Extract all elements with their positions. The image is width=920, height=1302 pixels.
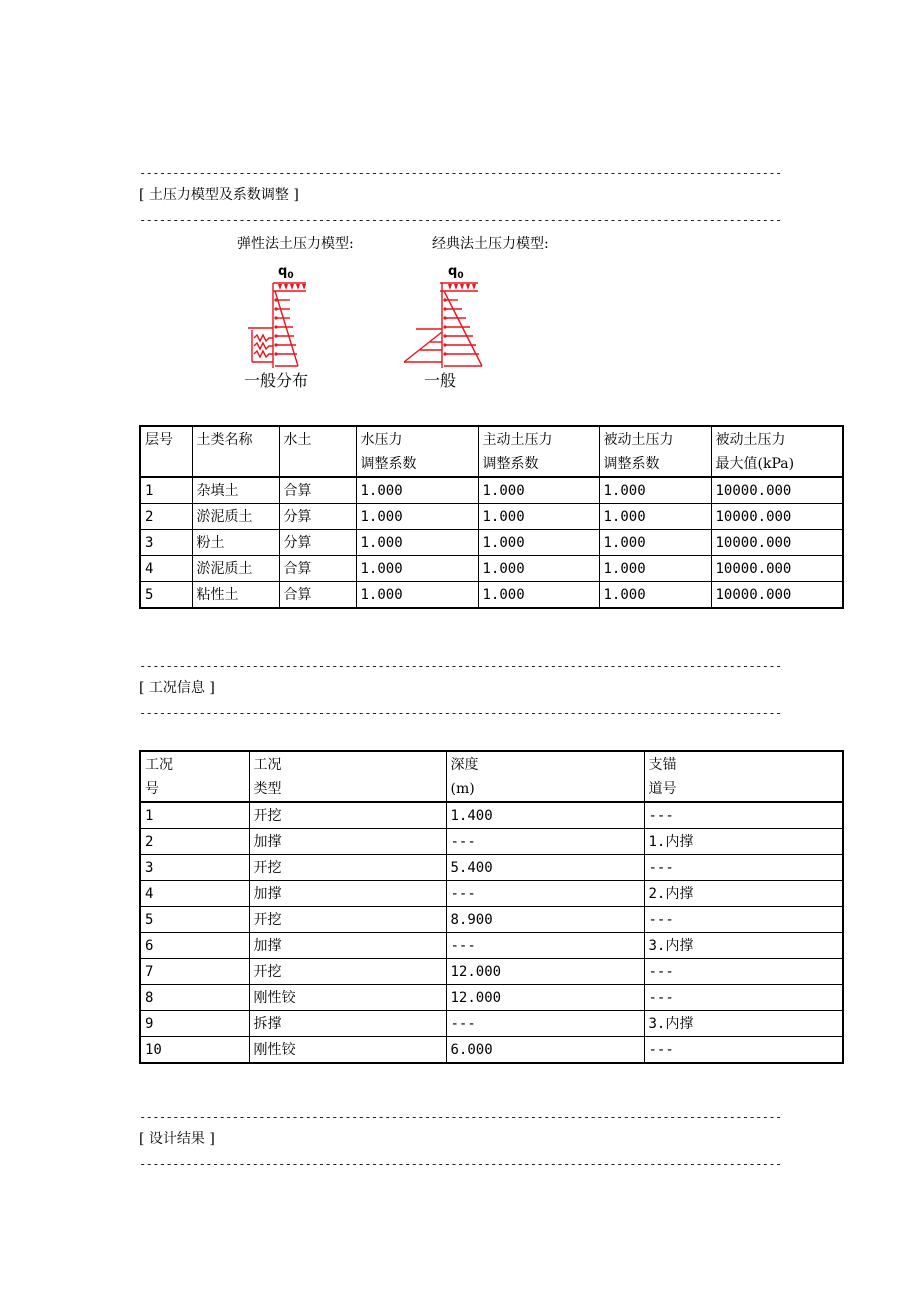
stage-table-header-cell	[140, 751, 249, 802]
stage-table	[139, 750, 844, 1064]
soil-table-cell: 4	[140, 556, 192, 582]
soil-table-row	[140, 556, 843, 582]
elastic-q-symbol: $q_0$	[278, 264, 294, 281]
soil-table-cell: 分算	[279, 504, 356, 530]
soil-table-header-text: 土类名称	[196, 432, 253, 448]
stage-table-cell: 12.000	[446, 985, 644, 1011]
stage-table-cell: 10	[140, 1037, 249, 1064]
soil-table-row	[140, 530, 843, 556]
stage-table-cell: 2	[140, 829, 249, 855]
stage-table-cell: ---	[644, 907, 843, 933]
soil-pressure-table	[139, 425, 844, 609]
soil-table-cell: 10000.000	[711, 530, 843, 556]
stage-table-cell: ---	[446, 881, 644, 907]
classic-caption: 一般	[424, 371, 457, 390]
stage-table-cell: ---	[446, 933, 644, 959]
stage-table-cell: ---	[644, 985, 843, 1011]
soil-table-cell: 1.000	[356, 530, 478, 556]
stage-table-cell: 5	[140, 907, 249, 933]
stage-table-cell: 8.900	[446, 907, 644, 933]
stage-table-cell: 8	[140, 985, 249, 1011]
soil-table-header-text: 调整系数	[482, 456, 539, 472]
soil-table-header-text: 被动土压力	[603, 432, 674, 448]
stage-table-cell: 3.内撑	[644, 1011, 843, 1037]
stage-table-header-text: 支锚	[648, 757, 677, 773]
soil-table-cell: 10000.000	[711, 477, 843, 504]
stage-table-body	[140, 802, 843, 1063]
soil-table-cell: 1.000	[599, 556, 711, 582]
soil-table-cell: 淤泥质土	[192, 556, 279, 582]
soil-table-cell: 1.000	[478, 556, 599, 582]
stage-table-row	[140, 933, 843, 959]
soil-table-cell: 杂填土	[192, 477, 279, 504]
soil-table-cell: 1.000	[478, 477, 599, 504]
elastic-model-label: 弹性法土压力模型:	[237, 236, 354, 252]
soil-table-cell: 1.000	[356, 582, 478, 609]
stage-table-row	[140, 855, 843, 881]
soil-table-cell: 2	[140, 504, 192, 530]
section-heading-results: [ 设计结果 ]	[139, 1131, 215, 1147]
soil-table-cell: 1.000	[478, 530, 599, 556]
soil-table-header-text: 层号	[145, 432, 173, 448]
soil-table-cell: 1.000	[599, 582, 711, 609]
stage-table-cell: 1.内撑	[644, 829, 843, 855]
classic-pressure-lines	[404, 283, 482, 368]
soil-table-cell: 1.000	[599, 477, 711, 504]
soil-table-header-cell	[711, 426, 843, 477]
divider-bottom-soil: -------------------------------------------------------------------------------------------------	[139, 213, 782, 227]
stage-table-cell: 拆撑	[249, 1011, 446, 1037]
stage-table-row	[140, 802, 843, 829]
soil-table-cell: 粘性土	[192, 582, 279, 609]
divider-top-stages: -------------------------------------------------------------------------------------------------	[139, 659, 782, 673]
soil-table-cell: 3	[140, 530, 192, 556]
soil-table-row	[140, 504, 843, 530]
stage-table-cell: ---	[644, 855, 843, 881]
soil-table-row	[140, 477, 843, 504]
soil-table-cell: 粉土	[192, 530, 279, 556]
stage-table-cell: 刚性铰	[249, 1037, 446, 1064]
stage-table-cell: 2.内撑	[644, 881, 843, 907]
stage-table-row	[140, 907, 843, 933]
stage-table-cell: 12.000	[446, 959, 644, 985]
stage-table-cell: ---	[446, 829, 644, 855]
stage-table-cell: 6	[140, 933, 249, 959]
soil-table-header-text: 水压力	[360, 432, 403, 448]
stage-table-cell: 3.内撑	[644, 933, 843, 959]
stage-table-header-row	[140, 751, 843, 802]
stage-table-row	[140, 881, 843, 907]
stage-table-header-cell	[446, 751, 644, 802]
elastic-pressure-lines	[248, 283, 306, 368]
divider-top-results: -------------------------------------------------------------------------------------------------	[139, 1110, 782, 1124]
soil-table-cell: 1.000	[599, 504, 711, 530]
stage-table-row	[140, 1037, 843, 1064]
stage-table-cell: 刚性铰	[249, 985, 446, 1011]
stage-table-header-text: 道号	[648, 781, 677, 797]
divider-top-soil: -------------------------------------------------------------------------------------------------	[139, 166, 782, 180]
soil-table-header-text: 水土	[283, 432, 312, 448]
soil-table-header-row	[140, 426, 843, 477]
classic-model-figure	[400, 258, 500, 393]
stage-table-cell: 开挖	[249, 855, 446, 881]
stage-table-cell: 7	[140, 959, 249, 985]
stage-table-cell: 3	[140, 855, 249, 881]
soil-table-header-cell	[599, 426, 711, 477]
stage-table-row	[140, 959, 843, 985]
soil-table-cell: 10000.000	[711, 556, 843, 582]
soil-table-header-text: 调整系数	[360, 456, 417, 472]
soil-table-cell: 1.000	[599, 530, 711, 556]
soil-table-header-text: 主动土压力	[482, 432, 553, 448]
elastic-model-figure	[238, 258, 338, 393]
stage-table-cell: 加撑	[249, 933, 446, 959]
stage-table-cell: 开挖	[249, 959, 446, 985]
soil-table-cell: 1.000	[356, 477, 478, 504]
soil-table-cell: 10000.000	[711, 504, 843, 530]
soil-table-header-cell	[140, 426, 192, 477]
stage-table-row	[140, 829, 843, 855]
soil-table-cell: 5	[140, 582, 192, 609]
soil-table-cell: 合算	[279, 582, 356, 609]
soil-table-cell: 分算	[279, 530, 356, 556]
classic-model-label: 经典法土压力模型:	[432, 236, 549, 252]
elastic-caption: 一般分布	[244, 371, 309, 390]
divider-bottom-stages: -------------------------------------------------------------------------------------------------	[139, 706, 782, 720]
stage-table-cell: 开挖	[249, 802, 446, 829]
classic-model-diagram	[400, 258, 500, 397]
soil-table-header-cell	[192, 426, 279, 477]
soil-table-header-cell	[356, 426, 478, 477]
stage-table-cell: 加撑	[249, 881, 446, 907]
stage-table-cell: 5.400	[446, 855, 644, 881]
stage-table-cell: 1.400	[446, 802, 644, 829]
soil-table-header-cell	[279, 426, 356, 477]
stage-table-cell: 6.000	[446, 1037, 644, 1064]
soil-table-header-text: 被动土压力	[715, 432, 786, 448]
soil-table-header-text: 最大值(kPa)	[715, 456, 795, 472]
section-heading-stages: [ 工况信息 ]	[139, 680, 215, 696]
soil-table-cell: 1.000	[356, 504, 478, 530]
divider-bottom-results: -------------------------------------------------------------------------------------------------	[139, 1157, 782, 1171]
elastic-model-diagram	[238, 258, 338, 397]
stage-table-row	[140, 1011, 843, 1037]
soil-table-header-cell	[478, 426, 599, 477]
stage-table-cell: ---	[644, 802, 843, 829]
stage-table-cell: ---	[644, 959, 843, 985]
stage-table-header-cell	[644, 751, 843, 802]
soil-table-cell: 1.000	[478, 582, 599, 609]
stage-table-cell: 9	[140, 1011, 249, 1037]
soil-table-cell: 1.000	[478, 504, 599, 530]
section-heading-soil-pressure: [ 土压力模型及系数调整 ]	[139, 187, 299, 203]
soil-table-header-text: 调整系数	[603, 456, 660, 472]
stage-table-header-text: (m)	[450, 781, 475, 797]
soil-table-cell: 1.000	[356, 556, 478, 582]
classic-q-symbol: $q_0$	[448, 264, 464, 281]
soil-table-cell: 10000.000	[711, 582, 843, 609]
stage-table-row	[140, 985, 843, 1011]
stage-table-cell: 4	[140, 881, 249, 907]
soil-table-row	[140, 582, 843, 609]
stage-table-header-text: 工况	[145, 757, 173, 773]
stage-table-header-text: 号	[145, 781, 159, 797]
stage-table-cell: 加撑	[249, 829, 446, 855]
stage-table-cell: 开挖	[249, 907, 446, 933]
soil-table-cell: 合算	[279, 556, 356, 582]
stage-table-cell: ---	[446, 1011, 644, 1037]
stage-table-header-cell	[249, 751, 446, 802]
stage-table-header-text: 工况	[253, 757, 282, 773]
stage-table-cell: 1	[140, 802, 249, 829]
soil-table-body	[140, 477, 843, 608]
soil-table-cell: 1	[140, 477, 192, 504]
stage-table-header-text: 深度	[450, 757, 479, 773]
stage-table-cell: ---	[644, 1037, 843, 1064]
soil-table-cell: 淤泥质土	[192, 504, 279, 530]
soil-table-cell: 合算	[279, 477, 356, 504]
stage-table-header-text: 类型	[253, 781, 282, 797]
